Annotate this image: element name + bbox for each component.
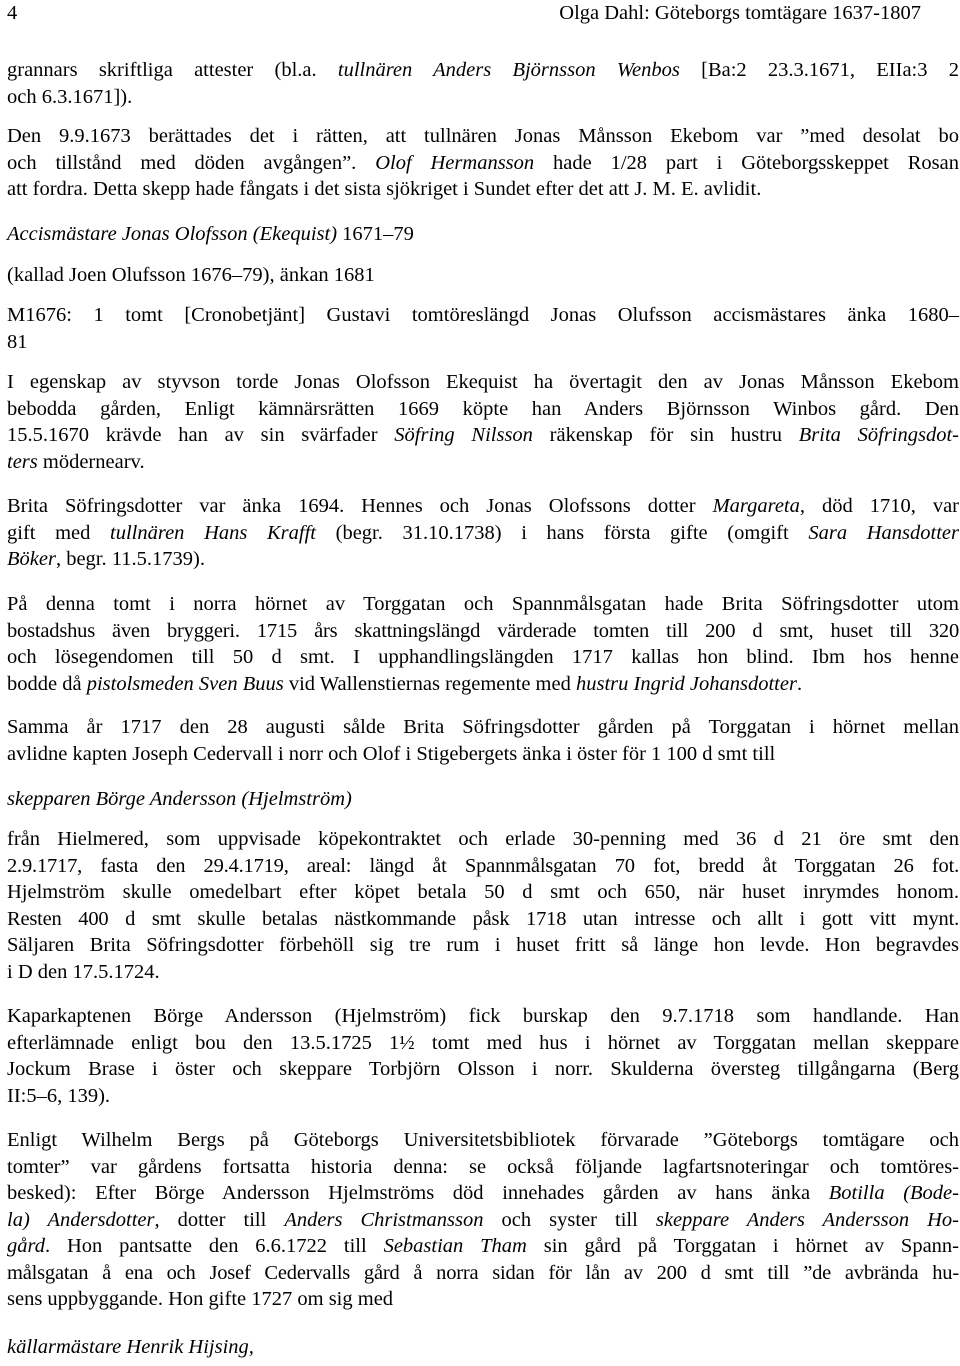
paragraph-attester: grannars skriftliga attester (bl.a. tullnären Anders Björnsson Wenbos [Ba:2 23.3.1671, EIIa:3 2 och 6.3.1671]). [7, 59, 959, 108]
running-title: Olga Dahl: Göteborgs tomtägare 1637-1807 [559, 2, 921, 24]
owner-heading-ekequist: Accismästare Jonas Olofsson (Ekequist) 1671–79 [7, 223, 414, 245]
owner-heading-hijsing: källarmästare Henrik Hijsing, [7, 1336, 254, 1358]
paragraph-m1676: M1676: 1 tomt [Cronobetjänt] Gustavi tomtöreslängd Jonas Olufsson accismästares änka 1680– 81 [7, 304, 959, 353]
owner-heading-hjelmstrom: skepparen Börge Andersson (Hjelmström) [7, 788, 352, 810]
paragraph-styvson: I egenskap av styvson torde Jonas Olofsson Ekequist ha övertagit den av Jonas Månsson Ekebom bebodda gården, Enligt kämnärsrätten 1669 köpte han Anders Björnsson Winbos gård. Den 15.5.1670 krävde han av sin svärfader Söfring Nilsson räkenskap för sin hustru Brita Söfringsdot- ters mödernearv. [7, 371, 960, 473]
paragraph-brita-anka: Brita Söfringsdotter var änka 1694. Hennes och Jonas Olofssons dotter Margareta, död 1710, var gift med tullnären Hans Krafft (begr. 31.10.1738) i hans första gifte (omgift Sara Hansdotter Böker, begr. 11.5.1739). [7, 495, 960, 570]
page-number: 4 [7, 2, 18, 24]
paragraph-forsaljning-1717: Samma år 1717 den 28 augusti sålde Brita Söfringsdotter gården på Torggatan i hörnet mellan avlidne kapten Joseph Cedervall i norr och Olof i Stigebergets änka i öster för 1 100 d smt till [7, 716, 959, 765]
paragraph-kallad: (kallad Joen Olufsson 1676–79), änkan 1681 [7, 264, 375, 286]
paragraph-kaparkaptenen: Kaparkaptenen Börge Andersson (Hjelmström) fick burskap den 9.7.1718 som handlande. Han efterlämnade enligt bou den 13.5.1725 1½ tomt med hus i hörnet av Torggatan mellan skeppare Jockum Brase i öster och skeppare Torbjörn Olsson i norr. Skulderna översteg tillgångarna (Berg II:5–6, 139). [7, 1005, 959, 1107]
paragraph-hielmered: från Hielmered, som uppvisade köpekontraktet och erlade 30-penning med 36 d 21 öre smt den 2.9.1717, fasta den 29.4.1719, areal: längd åt Spannmålsgatan 70 fot, bredd åt Torggatan 26 fot. Hjelmström skulle omedelbart efter köpet betala 50 d smt och 650, när huset inrymdes honom. Resten 400 d smt skulle betalas nästkommande påsk 1718 utan intresse och allt i gott vitt mynt. Säljaren Brita Söfringsdotter förbehöll sig tre rum i huset fritt så länge hon levde. Hon begravdes i D den 17.5.1724. [7, 828, 959, 983]
page-header [7, 0, 959, 30]
paragraph-wilhelm-berg: Enligt Wilhelm Bergs på Göteborgs Universitetsbibliotek förvarade ”Göteborgs tomtägare och tomter” var gårdens fortsatta historia denna: se också följande lagfartsnoteringar och tomtöres- besked): Efter Börge Andersson Hjelmströms död innehades gården av hans änka Botilla (Bode- la) Andersdotter, dotter till Anders Christmansson och syster till skeppare Anders Andersson Ho- gård. Hon pantsatte den 6.6.1722 till Sebastian Tham sin gård på Torggatan i hörnet av Spann- målsgatan å ena och Josef Cedervalls gård å norra sidan för lån av 200 d smt till ”de avbrända hu- sens uppbyggande. Hon gifte 1727 om sig med [7, 1129, 960, 1310]
paragraph-ekebom: Den 9.9.1673 berättades det i rätten, att tullnären Jonas Månsson Ekebom var ”med desolat bo och tillstånd med döden avgången”. Olof Hermansson hade 1/28 part i Göteborgsskeppet Rosan att fordra. Detta skepp hade fångats i det sista sjökriget i Sundet efter det att J. M. E. avlidit. [7, 125, 959, 200]
paragraph-tomt-torggatan: På denna tomt i norra hörnet av Torggatan och Spannmålsgatan hade Brita Söfringsdotter utom bostadshus även bryggeri. 1715 års skattningslängd värderade tomten till 200 d smt, huset till 320 och lösegendomen till 50 d smt. I upphandlingslängden 1717 kallas hon blind. Ibm hos henne bodde då pistolsmeden Sven Buus vid Wallenstiernas regemente med hustru Ingrid Johansdotter. [7, 593, 959, 695]
